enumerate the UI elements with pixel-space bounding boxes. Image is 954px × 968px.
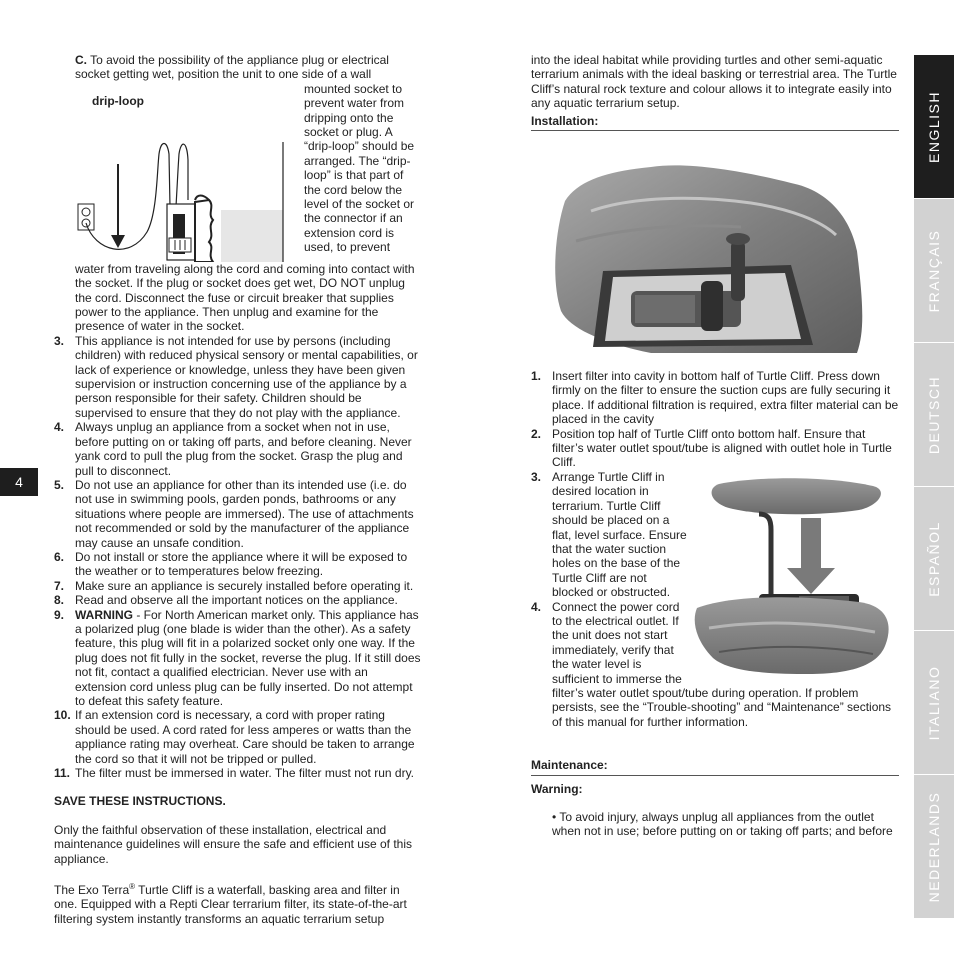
faithful-paragraph: Only the faithful observation of these installation, electrical and maintenance guidelines will ensure the safe and efficient use of this appliance. [54,822,413,866]
list-item [54,478,422,550]
list-item-text: If an extension cord is necessary, a cord with proper rating should be used. A cord rated for less amperes or watts than the appliance rating may overheat. Care should be taken to arrange the cord so that it will not be tripped or pulled. [75,708,415,766]
tab-nederlands[interactable]: NEDERLANDS [914,775,954,919]
list-item-bold: WARNING [75,607,133,622]
item-c-letter: C. [75,53,87,67]
item-c [54,53,422,334]
tab-italiano[interactable]: ITALIANO [914,631,954,775]
list-item [54,579,422,593]
tab-espanol[interactable]: ESPAÑOL [914,487,954,631]
list-item-number: 8. [54,593,65,608]
drip-loop-label: drip-loop [92,93,144,108]
item-c-side-text: mounted socket to prevent water from dripping onto the socket or plug. A “drip-loop” should be arranged. The “drip-loop” is that part of the cord below the level of the socket or the connector if an extension cord is used, to prevent [304,81,415,255]
list-item [54,766,422,780]
list-item [54,420,422,478]
drip-loop-diagram [75,82,297,262]
list-item-text: Do not install or store the appliance where it will be exposed to the weather or to temperatures below freezing. [75,549,408,579]
warning-bullet: • To avoid injury, always unplug all appliances from the outlet when not in use; before putting on or taking off parts; and before [552,810,893,839]
maintenance-rule [531,775,899,776]
step-4: 4. Connect the power cord to the electrical outlet. If the unit does not start immediately, verify that the water level is sufficient to immerse the filter’s water outlet spout/tube during operation. If problem [531,599,859,700]
list-item-text: Read and observe all the important notices on the appliance. [75,593,398,608]
list-item-number: 9. [54,607,65,622]
list-item-number: 10. [54,708,71,723]
tab-deutsch[interactable]: DEUTSCH [914,343,954,487]
list-item-text: The filter must be immersed in water. The filter must not run dry. [75,766,415,781]
step-4-continued: persists, see the “Trouble-shooting” and “Maintenance” sections of this manual for further information. [552,700,892,729]
list-item [531,427,899,470]
maintenance-heading: Maintenance: [531,758,608,773]
step-3: 3. Arrange Turtle Cliff in desired location in terrarium. Turtle Cliff should be placed on a flat, level surface. Ensure that the water suction holes on the base of the Turtle Cliff are not blocked or obstructed. [531,469,687,600]
list-item-text: Make sure an appliance is securely installed before operating it. [75,578,414,593]
list-item [54,334,422,420]
list-item-number: 6. [54,549,65,564]
list-item-text: Position top half of Turtle Cliff onto bottom half. Ensure that filter’s water outlet spout/tube is aligned with outlet hole in Turtle Cliff. [552,426,892,470]
list-item [54,708,422,766]
right-column [531,53,899,839]
list-item-number: 5. [54,477,65,492]
list-item-number: 2. [531,426,542,441]
exo-terra-paragraph: The Exo Terra® Turtle Cliff is a waterfall, basking area and filter in one. Equipped with a Repti Clear terrarium filter, its state-of-the-art filtering system instantly transforms an aquatic terrarium setup [54,882,407,926]
intro-paragraph: into the ideal habitat while providing turtles and other semi-aquatic terrarium animals with the ideal basking or terrestrial area. The Turtle Cliff’s natural rock texture and colour allows it to integrate easily into any aquatic terrarium setup. [531,53,897,111]
warning-heading: Warning: [531,781,583,796]
list-item-text: Always unplug an appliance from a socket when not in use, before putting on or taking off parts, and before cleaning. Never yank cord to pull the plug from the socket. Grasp the plug and pull to disconnect. [75,420,412,478]
list-item-text: This appliance is not intended for use by persons (including children) with reduced physical sensory or mental capabilities, or lack of experience or knowledge, unless they have been given supervision or instruction concerning use of the appliance by a person responsible for their safety. Children should be supervised to ensure that they do not play with the appliance. [75,333,418,420]
save-instructions: SAVE THESE INSTRUCTIONS. [54,794,226,809]
turtle-cliff-photo [531,131,899,369]
list-item [54,608,422,709]
list-item-text: Do not use an appliance for other than its intended use (i.e. do not use in swimming pools, garden ponds, bathrooms or any situations where people are immersed). The use of attachments not recommended or sold by the manufacturer of the appliance may cause an unsafe condition. [75,477,414,550]
language-tabs [914,55,954,919]
list-item-number: 11. [54,766,71,781]
tab-francais[interactable]: FRANÇAIS [914,199,954,343]
installation-heading: Installation: [531,113,599,128]
installation-steps [531,369,899,470]
tab-english[interactable]: ENGLISH [914,55,954,199]
steps-3-4-with-figure [531,470,899,701]
list-item [54,593,422,607]
drip-loop-figure [75,82,297,262]
page-number: 4 [0,468,38,496]
list-item-number: 4. [54,420,65,435]
list-item-number: 3. [54,333,65,348]
item-c-rest: water from traveling along the cord and coming into contact with the socket. If the plug or socket does get wet, DO NOT unplug the cord. Disconnect the fuse or circuit breaker that supplies power to the appliance. Then unplug and examine for the presence of water in the socket. [75,261,415,334]
list-item [54,550,422,579]
list-item-number: 1. [531,369,542,384]
safety-list [54,334,422,781]
left-column [54,53,422,926]
list-item [531,369,899,427]
item-c-intro: To avoid the possibility of the appliance plug or electrical socket getting wet, position the unit to one side of a wall [75,53,389,82]
list-item-number: 7. [54,578,65,593]
list-item-text: Insert filter into cavity in bottom half of Turtle Cliff. Press down firmly on the filter to ensure the suction cups are fully securing it place. If additional filtration is required, extra filter material can be placed in the cavity [552,369,899,427]
list-item-text: - For North American market only. This appliance has a polarized plug (one blade is wider than the other). As a safety feature, this plug will fit in a polarized socket only one way. If the plug does not fit fully in the socket, reverse the plug. If it still does not fit, contact a qualified electrician. Never use with an extension cord unless plug can be fully inserted. Do not attempt to defeat this safety feature. [75,607,421,708]
